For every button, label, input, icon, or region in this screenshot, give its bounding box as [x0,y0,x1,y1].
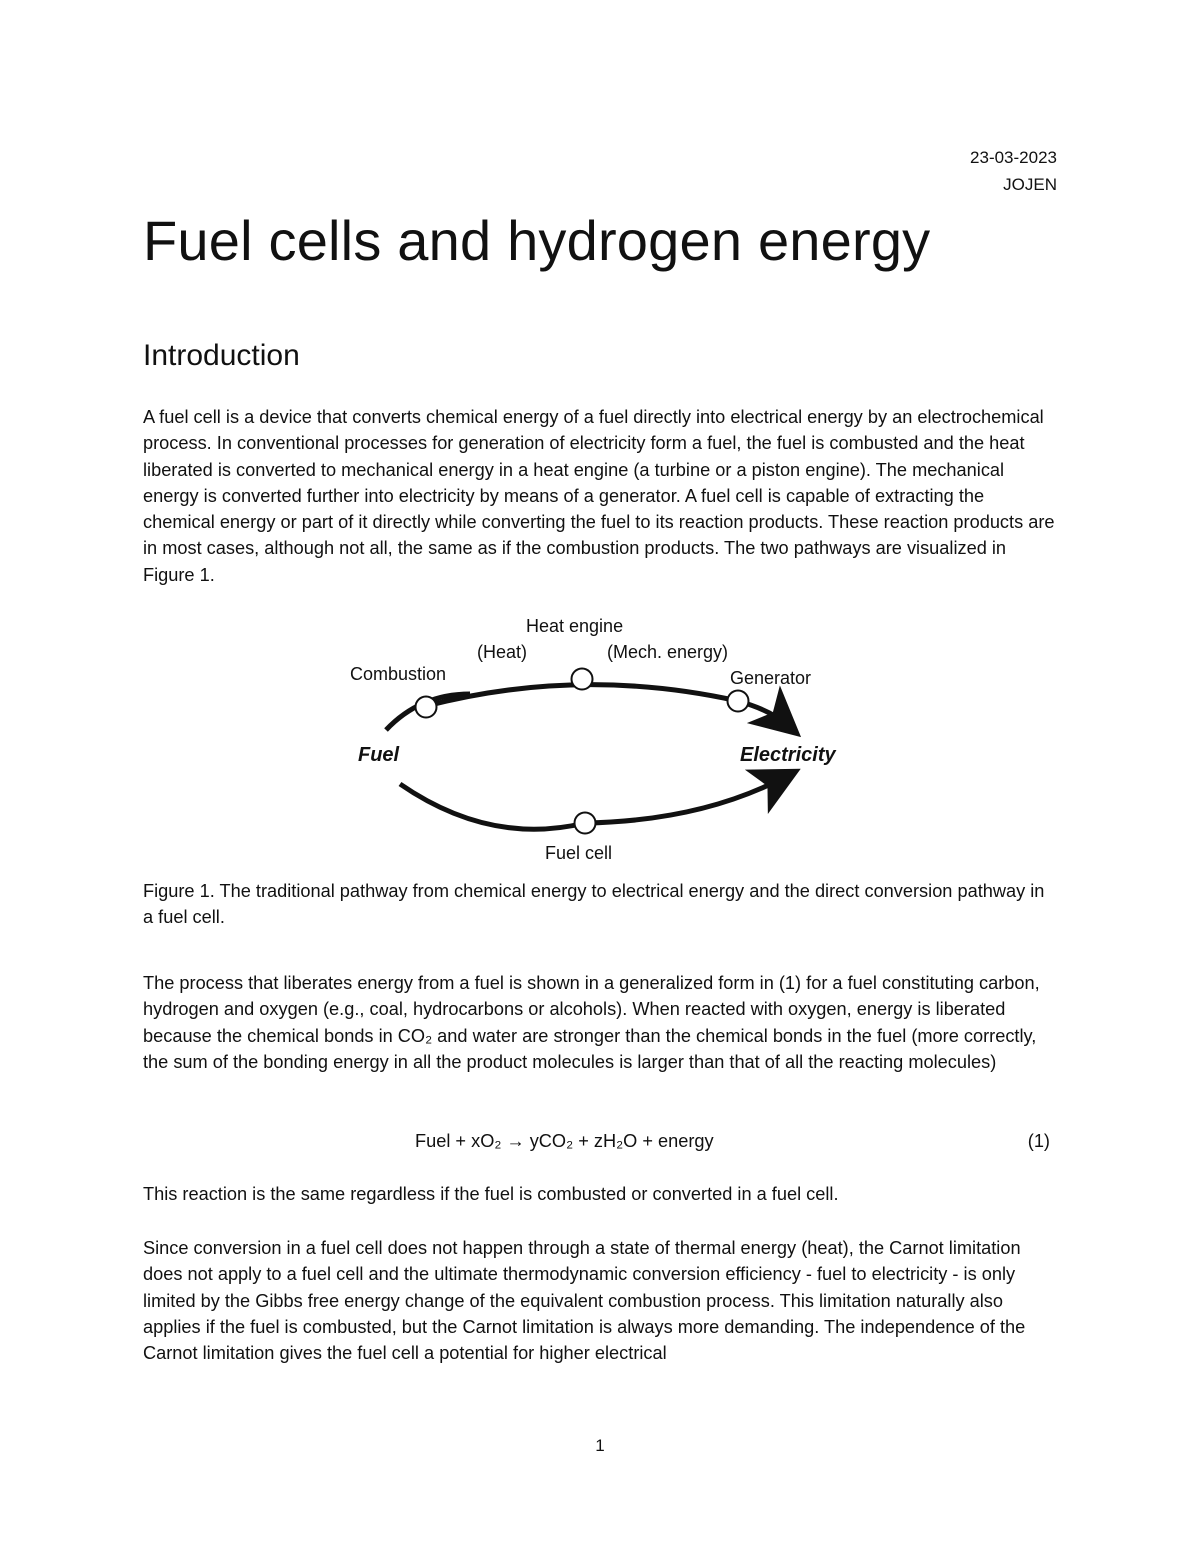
paragraph-reaction-note: This reaction is the same regardless if the fuel is combusted or converted in a fuel cell. [143,1184,839,1204]
label-mech-energy: (Mech. energy) [607,642,729,662]
paragraph-carnot: Since conversion in a fuel cell does not happen through a state of thermal energy (heat), the Carnot limitation does not apply to a fuel cell and the ultimate thermodynamic conversion efficiency - fuel to electricity - is only limited by the Gibbs free energy change of the equivalent combustion process. This limitation naturally also applies if the fuel is combusted, but the Carnot limitation is always more demanding. The independence of the Carnot limitation gives the fuel cell a potential for higher electrical [143,1238,1026,1364]
label-fuel-cell: Fuel cell [545,843,613,863]
page-title: Fuel cells and hydrogen energy [143,209,931,272]
combustion-node [416,697,437,718]
equation-number: (1) [1027,1131,1050,1151]
document-author: JOJEN [1003,175,1057,194]
label-electricity: Electricity [740,744,836,766]
label-heat: (Heat) [477,642,528,662]
paragraph-intro: A fuel cell is a device that converts chemical energy of a fuel directly into electrical energy by an electrochemical process. In conventional processes for generation of electricity form a fuel, the fuel is combusted and the heat liberated is converted to mechanical energy in a heat engine (a turbine or a piston engine). The mechanical energy is converted further into electricity by means of a generator. A fuel cell is capable of extracting the chemical energy or part of it directly while converting the fuel to its reaction products. These reaction products are in most cases, although not all, the same as if the combustion products. The two pathways are visualized in Figure 1. [143,407,1055,585]
paragraph-energy-liberation: The process that liberates energy from a fuel is shown in a generalized form in (1) for a fuel constituting carbon, hydrogen and oxygen (e.g., coal, hydrocarbons or alcohols). When reacted with oxygen, energy is liberated because the chemical bonds in CO₂ and water are stronger than the chemical bonds in the fuel (more correctly, the sum of the bonding energy in all the product molecules is larger than that of all the reacting molecules) [143,973,1040,1072]
equation-body: Fuel + xO₂ → yCO₂ + zH₂O + energy [415,1131,714,1151]
document-date: 23-03-2023 [970,148,1057,167]
section-heading-introduction: Introduction [143,339,300,372]
document-header [970,144,1057,198]
label-fuel: Fuel [358,744,400,766]
figure-caption: Figure 1. The traditional pathway from chemical energy to electrical energy and the direct conversion pathway in a fuel cell. [143,881,1045,928]
label-combustion: Combustion [350,664,447,684]
fuel-cell-node [575,813,596,834]
figure-1-diagram [340,606,860,870]
generator-node [728,691,749,712]
label-generator: Generator [730,668,812,688]
heat-engine-node [572,669,593,690]
page-number: 1 [595,1436,605,1455]
label-heat-engine: Heat engine [526,616,624,636]
